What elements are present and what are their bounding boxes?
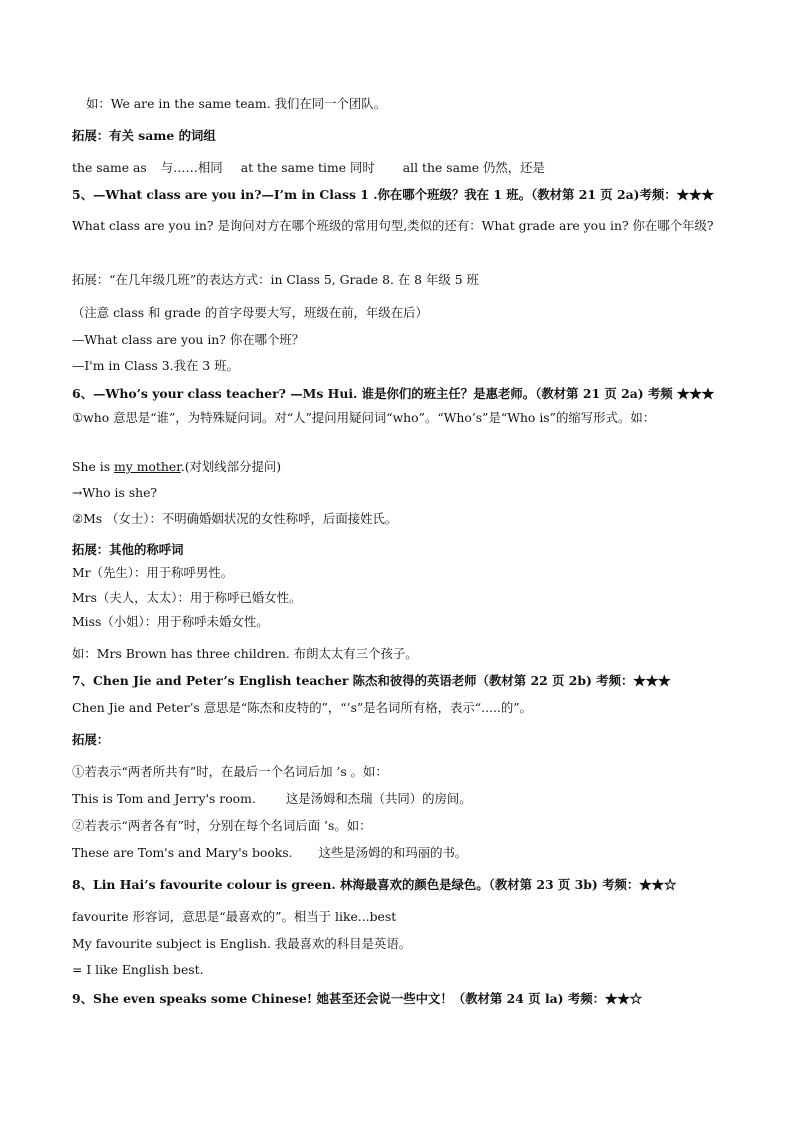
point-6-heading: 6、—Who’s your class teacher? —Ms Hui. 谁是你们的班主任？是惠老师。（教材第 21 页 2a) 考频 ★★★ — [72, 386, 715, 401]
extension-heading-same: 拓展：有关 same 的词组 — [72, 128, 216, 143]
point-6-ms-explanation: ②Ms （女士）：不明确婚姻状况的女性称呼，后面接姓氏。 — [72, 511, 398, 526]
underlined-my-mother: my mother — [114, 459, 181, 474]
same-phrases-line — [72, 159, 732, 177]
point-7-rule-separate: ②若表示“两者各有”时，分别在每个名词后面 ’s。如： — [72, 818, 372, 833]
example-mrs-brown: 如：Mrs Brown has three children. 布朗太太有三个孩子。 — [72, 646, 418, 661]
example-tom-mary-books: These are Tom's and Mary's books. — [72, 845, 293, 860]
point-8-explanation: favourite 形容词，意思是“最喜欢的”。相当于 like...best — [72, 909, 397, 924]
point-7-heading: 7、Chen Jie and Peter’s English teacher 陈杰和彼得的英语老师（教材第 22 页 2b) 考频：★★★ — [72, 673, 671, 688]
point-5-dialog-a: —I'm in Class 3.我在 3 班。 — [72, 358, 239, 373]
point-7-example-separate — [72, 844, 732, 862]
example-she-is: She is — [72, 459, 114, 474]
point-7-rule-shared: ①若表示“两者所共有”时，在最后一个名词后加 ’s 。如： — [72, 764, 388, 779]
point-5-dialog-q: —What class are you in? 你在哪个班？ — [72, 332, 305, 347]
title-mrs: Mrs（夫人，太太）：用于称呼已婚女性。 — [72, 590, 302, 605]
point-8-heading: 8、Lin Hai’s favourite colour is green. 林海最喜欢的颜色是绿色。（教材第 23 页 3b) 考频：★★☆ — [72, 877, 677, 892]
example-tom-jerry-room-cn: 这是汤姆和杰瑞（共同）的房间。 — [285, 791, 472, 806]
point-6-example — [72, 458, 732, 476]
point-9-heading: 9、She even speaks some Chinese! 她甚至还会说一些中文！（教材第 24 页 la) 考频：★★☆ — [72, 991, 643, 1006]
phrase-the-same-as-meaning: 与……相同 — [160, 160, 223, 175]
point-7-example-shared — [72, 790, 732, 808]
extension-heading-titles: 拓展：其他的称呼词 — [72, 542, 184, 557]
point-8-example: My favourite subject is English. 我最喜欢的科目是英语。 — [72, 936, 412, 951]
title-mr: Mr（先生）：用于称呼男性。 — [72, 565, 234, 580]
point-5-extension: 拓展：“在几年级几班”的表达方式：in Class 5, Grade 8. 在 8 年级 5 班 — [72, 272, 479, 287]
point-7-extension-heading: 拓展： — [72, 732, 110, 747]
phrase-the-same-as: the same as — [72, 160, 147, 175]
point-5-note: （注意 class 和 grade 的首字母要大写，班级在前，年级在后） — [72, 305, 428, 320]
point-8-example-equivalent: = I like English best. — [72, 962, 204, 977]
title-miss: Miss（小姐）：用于称呼未婚女性。 — [72, 614, 269, 629]
example-same-team: 如：We are in the same team. 我们在同一个团队。 — [86, 96, 387, 111]
example-tom-jerry-room: This is Tom and Jerry's room. — [72, 791, 256, 806]
phrase-at-the-same-time: at the same time 同时 — [240, 160, 375, 175]
point-6-who-explanation: ①who 意思是“谁”，为特殊疑问词。对“人”提问用疑问词“who”。“Who’s”是“Who is”的缩写形式。如： — [72, 410, 656, 425]
point-7-explanation: Chen Jie and Peter’s 意思是“陈杰和皮特的”，“’s”是名词所有格，表示“.....的”。 — [72, 700, 532, 715]
example-tom-mary-books-cn: 这些是汤姆的和玛丽的书。 — [318, 845, 468, 860]
example-question-note: .(对划线部分提问) — [180, 459, 282, 474]
phrase-all-the-same: all the same 仍然，还是 — [402, 160, 545, 175]
point-5-explanation: What class are you in? 是询问对方在哪个班级的常用句型,类似的还有：What grade are you in? 你在哪个年级? — [72, 218, 714, 233]
point-6-example-answer: →Who is she? — [72, 485, 158, 500]
point-5-heading: 5、—What class are you in?—I’m in Class 1 .你在哪个班级？我在 1 班。（教材第 21 页 2a)考频：★★★ — [72, 187, 714, 202]
